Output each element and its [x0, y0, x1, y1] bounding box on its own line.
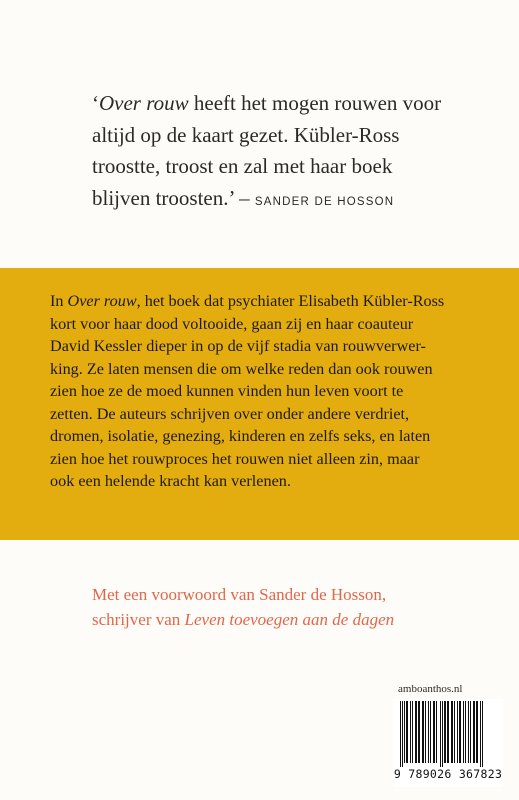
quote-attribution: SANDER DE HOSSON: [254, 195, 395, 208]
quote-line-1: heeft het mogen rouwen voor: [188, 91, 442, 115]
description-text: zetten. De auteurs schrijven over onder andere verdriet,: [50, 404, 410, 423]
barcode-bar: [451, 701, 453, 763]
barcode-bar: [476, 701, 478, 763]
barcode-bar: [412, 701, 413, 763]
quote-line-4: blijven troosten.’: [92, 185, 234, 210]
endorsement-quote: [92, 88, 472, 218]
barcode-bar: [442, 701, 443, 767]
barcode-bar: [480, 701, 481, 767]
barcode-bar: [463, 701, 464, 763]
description-text: , het boek dat psychiater Elisabeth Kübler-Ross: [136, 292, 445, 310]
isbn-number: 9 789026 367823: [393, 767, 503, 781]
foreword-book-title: Leven toevoegen aan de dagen: [184, 610, 395, 629]
publisher-url: amboanthos.nl: [398, 683, 463, 695]
barcode-bar: [433, 701, 435, 763]
description-book-title: Over rouw: [67, 292, 137, 310]
book-description: [50, 290, 482, 493]
description-text: zien hoe het rouwproces het rouwen niet alleen zin, maar: [50, 449, 420, 468]
description-text: dromen, isolatie, genezing, kinderen en zelfs seks, en laten: [50, 427, 431, 445]
description-line: [50, 450, 419, 468]
barcode-bar: [447, 701, 449, 763]
description-text: David Kessler dieper in op de vijf stadia van rouwverwer-: [50, 337, 426, 355]
description-line: [50, 360, 433, 378]
barcode-bar: [406, 701, 408, 763]
barcode-bar: [428, 701, 429, 763]
barcode-bar: [459, 701, 461, 763]
description-line: [50, 337, 426, 355]
description-line: [50, 292, 444, 310]
barcode-bar: [440, 701, 441, 767]
barcode-bar: [430, 701, 431, 763]
foreword-line-2-prefix: schrijver van: [92, 610, 185, 629]
quote-book-title: Over rouw: [99, 91, 189, 115]
isbn-barcode: [393, 699, 503, 787]
quote-open-mark: ‘: [92, 91, 99, 115]
barcode-bar: [402, 701, 403, 767]
barcode-bar: [457, 701, 458, 763]
barcode-bar: [436, 701, 437, 763]
barcode-bar: [468, 701, 469, 763]
description-text: zien hoe ze de moed kunnen vinden hun leven voort te: [50, 382, 404, 400]
barcode-bars: [396, 701, 500, 767]
barcode-bar: [418, 701, 420, 763]
description-line: [50, 405, 409, 423]
quote-dash: –: [233, 185, 255, 210]
barcode-bar: [473, 701, 475, 763]
barcode-bar: [415, 701, 417, 763]
quote-line-2: altijd op de kaart gezet. Kübler-Ross: [92, 122, 400, 147]
description-text: ook een helende kracht kan verlenen.: [50, 472, 291, 490]
description-text: king. Ze laten mensen die om welke reden dan ook rouwen: [50, 359, 433, 378]
description-line: [50, 427, 430, 445]
description-line: [50, 315, 413, 333]
barcode-bar: [482, 701, 483, 767]
foreword-note: [92, 582, 492, 632]
barcode-bar: [425, 701, 426, 763]
quote-line-3: troostte, troost en zal met haar boek: [92, 154, 393, 178]
barcode-bar: [454, 701, 455, 763]
barcode-bar: [422, 701, 424, 763]
barcode-bar: [400, 701, 401, 767]
barcode-bar: [444, 701, 446, 763]
barcode-bar: [404, 701, 405, 763]
foreword-line-1: Met een voorwoord van Sander de Hosson,: [92, 585, 387, 604]
description-line: [50, 382, 403, 400]
description-text: kort voor haar dood voltooide, gaan zij en haar coauteur: [50, 314, 414, 333]
description-text: In: [50, 292, 68, 310]
description-line: [50, 472, 291, 490]
barcode-bar: [470, 701, 471, 763]
barcode-bar: [465, 701, 466, 763]
barcode-bar: [410, 701, 411, 763]
